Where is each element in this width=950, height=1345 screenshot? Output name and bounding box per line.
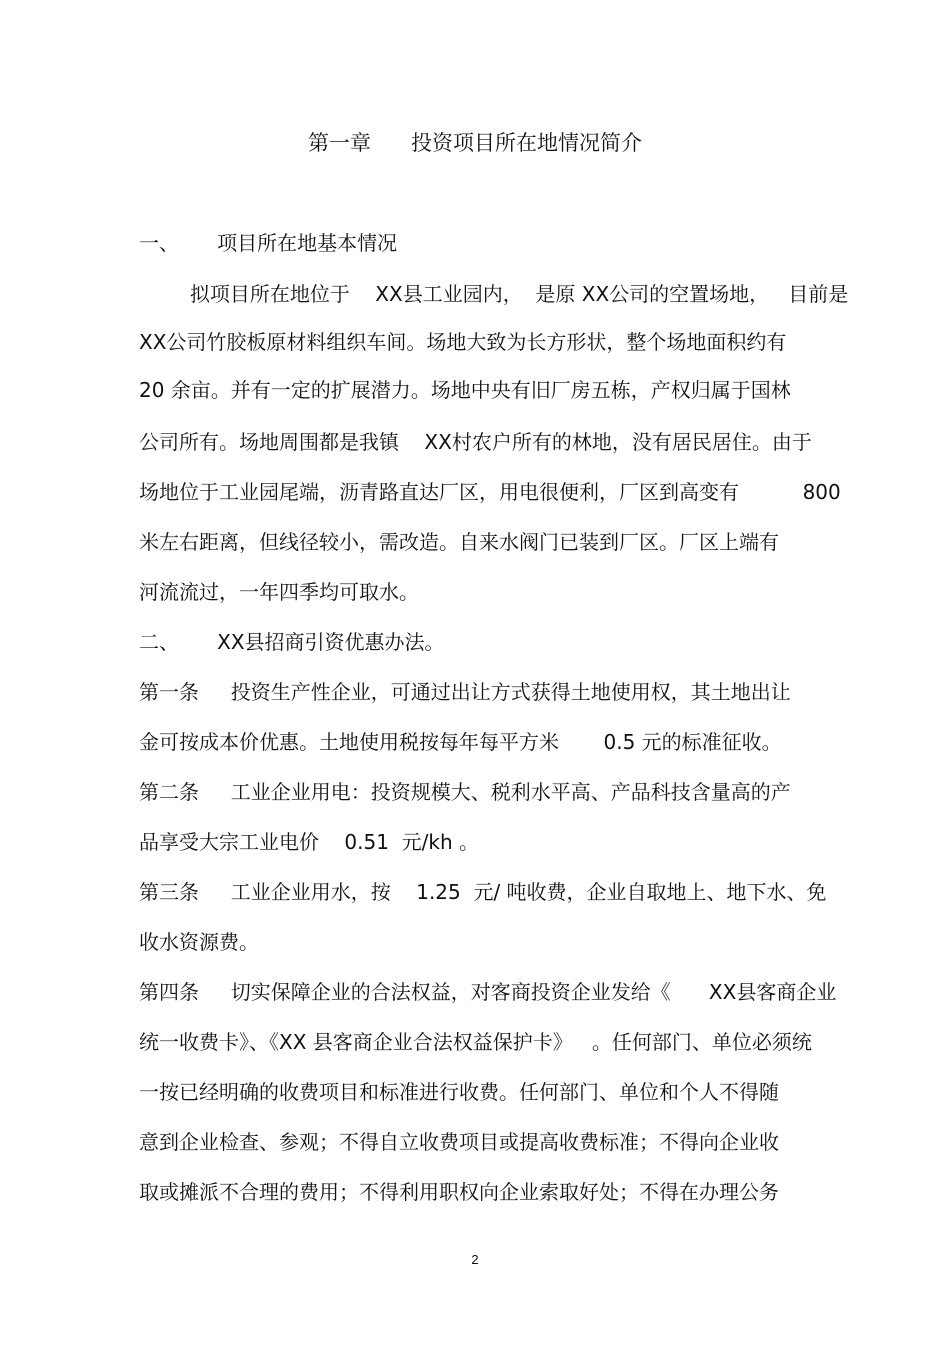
paragraph-line: 河流流过，一年四季均可取水。 [139,580,419,604]
chapter-title: 第一章 投资项目所在地情况简介 [307,131,643,155]
article-line: 品享受大宗工业电价 0.51 元/kh 。 [139,830,480,854]
paragraph-line: 20 余亩。并有一定的扩展潜力。场地中央有旧厂房五栋，产权归属于国林 [139,378,791,402]
section-heading-2: 二、 XX县招商引资优惠办法。 [139,630,445,654]
article-line: 取或摊派不合理的费用；不得利用职权向企业索取好处；不得在办理公务 [139,1180,779,1204]
article-line: 一按已经明确的收费项目和标准进行收费。任何部门、单位和个人不得随 [139,1080,779,1104]
section-heading-1: 一、 项目所在地基本情况 [139,231,398,255]
page-number: 2 [471,1252,479,1267]
article-line: 第四条 切实保障企业的合法权益，对客商投资企业发给《 XX县客商企业 [139,980,837,1004]
article-line: 第一条 投资生产性企业，可通过出让方式获得土地使用权，其土地出让 [139,680,791,704]
article-line: 金可按成本价优惠。土地使用税按每年每平方米 0.5 元的标准征收。 [139,730,782,754]
paragraph-line: XX公司竹胶板原材料组织车间。场地大致为长方形状，整个场地面积约有 [139,330,787,354]
article-line: 第二条 工业企业用电：投资规模大、税利水平高、产品科技含量高的产 [139,780,791,804]
article-line: 收水资源费。 [139,930,259,954]
paragraph-line: 拟项目所在地位于 XX县工业园内， 是原 XX公司的空置场地， 目前是 [139,282,849,306]
article-line: 第三条 工业企业用水，按 1.25 元/ 吨收费，企业自取地上、地下水、免 [139,880,827,904]
article-line: 意到企业检查、参观；不得自立收费项目或提高收费标准；不得向企业收 [139,1130,779,1154]
paragraph-line: 米左右距离，但线径较小，需改造。自来水阀门已装到厂区。厂区上端有 [139,530,779,554]
paragraph-line: 场地位于工业园尾端，沥青路直达厂区，用电很便利，厂区到高变有 800 [139,480,841,504]
article-line: 统一收费卡》、《XX 县客商企业合法权益保护卡》 。任何部门、单位必须统 [139,1030,812,1054]
paragraph-line: 公司所有。场地周围都是我镇 XX村农户所有的林地，没有居民居住。由于 [139,430,812,454]
